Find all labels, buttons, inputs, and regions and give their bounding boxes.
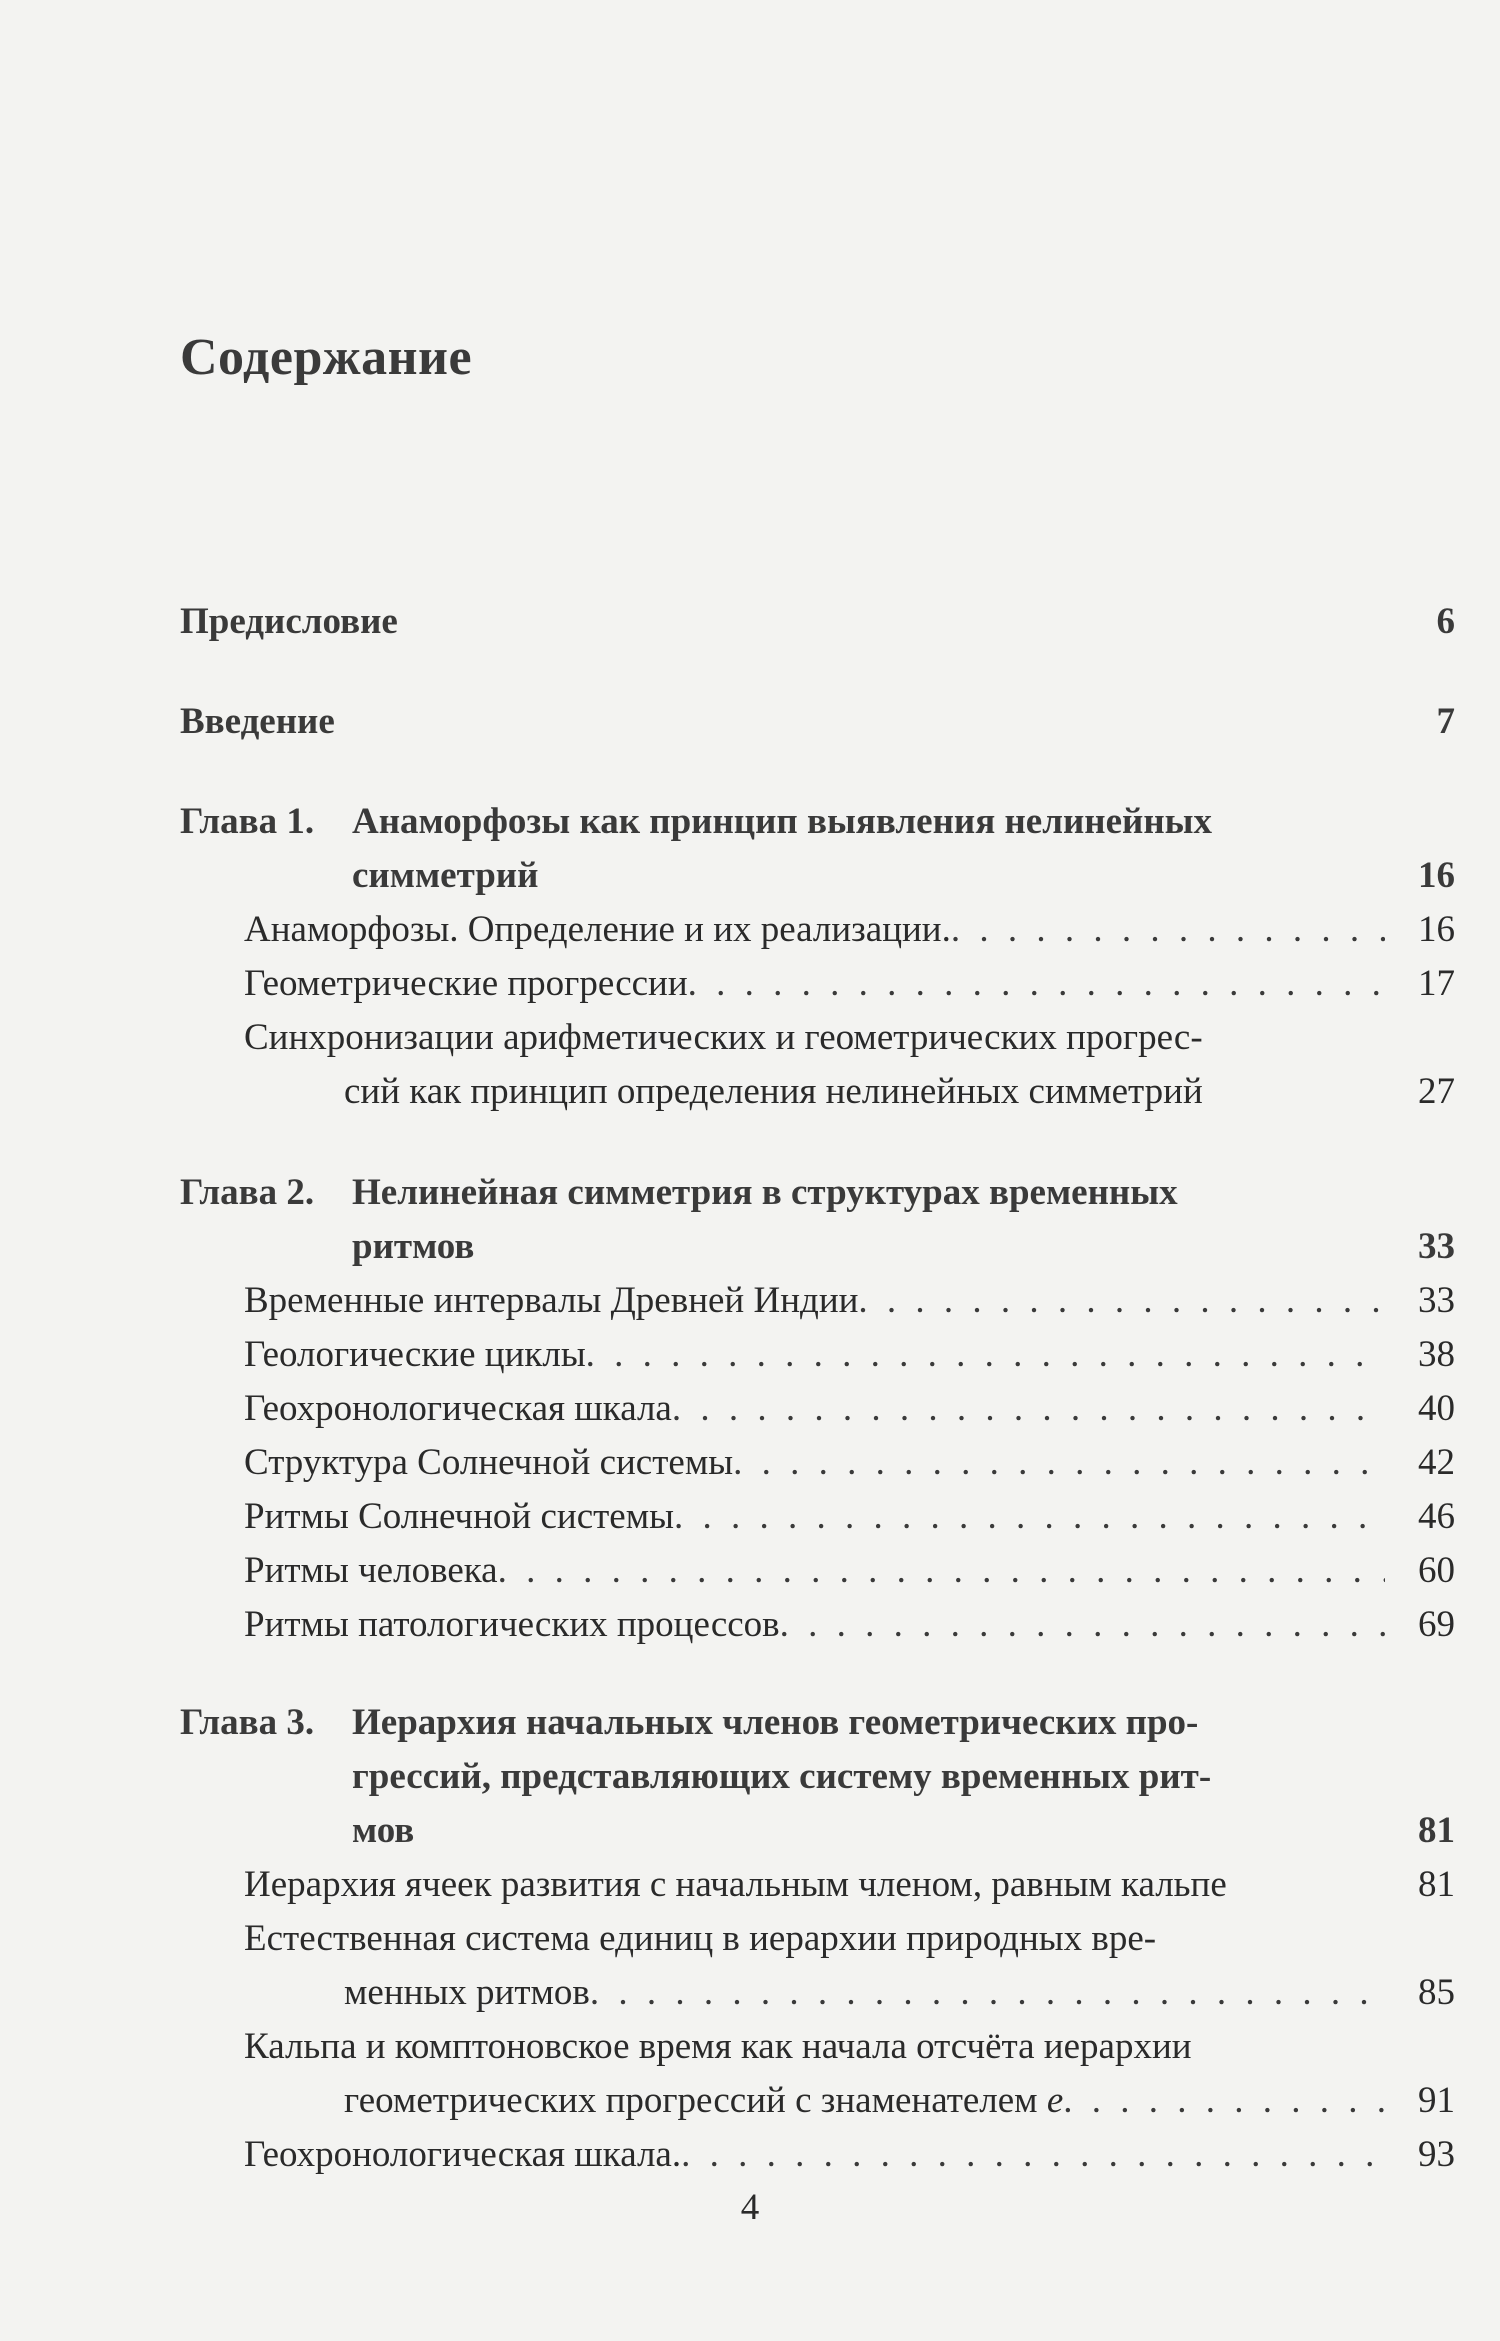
- toc-section-label: Геометрические прогрессии: [244, 963, 688, 1004]
- toc-section[interactable]: [180, 903, 1455, 957]
- dot-leader: [951, 903, 1385, 957]
- chapter-number: Глава 2.: [180, 1172, 315, 1213]
- toc-chapter-2[interactable]: [180, 1166, 1455, 1274]
- chapter-title-line: симметрий: [352, 855, 539, 896]
- toc-entry-page: 93: [1418, 2134, 1455, 2175]
- toc-section[interactable]: [180, 1436, 1455, 1490]
- chapter-title-line: грессий, представляющих систему временных рит-: [352, 1756, 1212, 1797]
- toc-section-label: Естественная система единиц в иерархии природных вре-: [244, 1918, 1157, 1959]
- chapter-title-line: Иерархия начальных членов геометрических про-: [352, 1702, 1199, 1743]
- toc-section-label: Геохронологическая шкала: [244, 1388, 672, 1429]
- toc-entry-page: 85: [1418, 1972, 1455, 2013]
- toc-entry-preface[interactable]: [180, 595, 1455, 649]
- toc-section[interactable]: [180, 1382, 1455, 1436]
- toc-entry-page: 91: [1418, 2080, 1455, 2121]
- toc-section[interactable]: [180, 1011, 1455, 1119]
- dot-leader: [498, 1544, 1385, 1598]
- toc-entry-page: 60: [1418, 1550, 1455, 1591]
- dot-leader: [858, 1274, 1385, 1328]
- dot-leader: [586, 1328, 1385, 1382]
- toc-section-label: Геохронологическая шкала.: [244, 2134, 682, 2175]
- toc-entry-label: Предисловие: [180, 601, 398, 642]
- toc-entry-page: 46: [1418, 1496, 1455, 1537]
- toc-section-label: Синхронизации арифметических и геометрических прогрес-: [244, 1017, 1203, 1058]
- toc-section-label: Геологические циклы: [244, 1334, 586, 1375]
- toc-entry-page: 33: [1418, 1226, 1455, 1267]
- toc-section[interactable]: [180, 1544, 1455, 1598]
- toc-section[interactable]: [180, 1858, 1455, 1912]
- dot-leader: [674, 1490, 1385, 1544]
- math-variable: e: [1046, 2080, 1064, 2121]
- toc-entry-page: 17: [1418, 963, 1455, 1004]
- toc-entry-page: 81: [1418, 1810, 1455, 1851]
- toc-entry-introduction[interactable]: [180, 695, 1455, 749]
- toc-section-label: Кальпа и комптоновское время как начала отсчёта иерархии: [244, 2026, 1192, 2067]
- toc-entry-page: 16: [1418, 855, 1455, 896]
- toc-section-label: Ритмы патологических процессов: [244, 1604, 780, 1645]
- page-number: 4: [740, 2187, 760, 2228]
- dot-leader: [681, 2128, 1385, 2182]
- toc-section-label: Структура Солнечной системы: [244, 1442, 734, 1483]
- toc-entry-page: 40: [1418, 1388, 1455, 1429]
- chapter-number: Глава 3.: [180, 1702, 315, 1743]
- chapter-title-line: мов: [352, 1810, 415, 1851]
- toc-entry-page: 38: [1418, 1334, 1455, 1375]
- toc-section[interactable]: [180, 1490, 1455, 1544]
- page-title: Содержание: [180, 329, 473, 386]
- toc-section[interactable]: [180, 1912, 1455, 2020]
- toc-entry-label: Введение: [180, 701, 335, 742]
- dot-leader: [672, 1382, 1385, 1436]
- toc-section[interactable]: [180, 1274, 1455, 1328]
- dot-leader: [688, 957, 1385, 1011]
- toc-chapter-3[interactable]: [180, 1696, 1455, 1858]
- toc-section[interactable]: [180, 2020, 1455, 2128]
- toc-section-label: Временные интервалы Древней Индии: [244, 1280, 859, 1321]
- toc-section-label: геометрических прогрессий с знаменателем: [344, 2080, 1038, 2121]
- toc-section-label: Ритмы человека: [244, 1550, 498, 1591]
- toc-section[interactable]: [180, 2128, 1455, 2182]
- toc-section-label: менных ритмов: [344, 1972, 590, 2013]
- toc-section[interactable]: [180, 957, 1455, 1011]
- chapter-title-line: Нелинейная симметрия в структурах временных: [352, 1172, 1178, 1213]
- toc-entry-page: 6: [1436, 601, 1455, 642]
- toc-entry-page: 69: [1418, 1604, 1455, 1645]
- toc-section-label: Ритмы Солнечной системы: [244, 1496, 674, 1537]
- dot-leader: [1063, 2074, 1385, 2128]
- toc-section-label: Анаморфозы. Определение и их реализации.: [244, 909, 951, 950]
- toc-chapter-1[interactable]: [180, 795, 1455, 903]
- chapter-title-line: ритмов: [352, 1226, 475, 1267]
- dot-leader: [733, 1436, 1385, 1490]
- toc-entry-page: 7: [1436, 701, 1455, 742]
- toc-entry-page: 42: [1418, 1442, 1455, 1483]
- chapter-title-line: Анаморфозы как принцип выявления нелинейных: [352, 801, 1213, 842]
- toc-section-label: сий как принцип определения нелинейных симметрий: [344, 1071, 1203, 1112]
- dot-leader: [780, 1598, 1385, 1652]
- toc-section-label: Иерархия ячеек развития с начальным членом, равным кальпе: [244, 1864, 1227, 1905]
- dot-leader: [590, 1966, 1385, 2020]
- toc-entry-page: 16: [1418, 909, 1455, 950]
- toc-section[interactable]: [180, 1328, 1455, 1382]
- toc-entry-page: 27: [1418, 1071, 1455, 1112]
- chapter-number: Глава 1.: [180, 801, 315, 842]
- toc-section[interactable]: [180, 1598, 1455, 1652]
- toc-entry-page: 33: [1418, 1280, 1455, 1321]
- toc-entry-page: 81: [1418, 1864, 1455, 1905]
